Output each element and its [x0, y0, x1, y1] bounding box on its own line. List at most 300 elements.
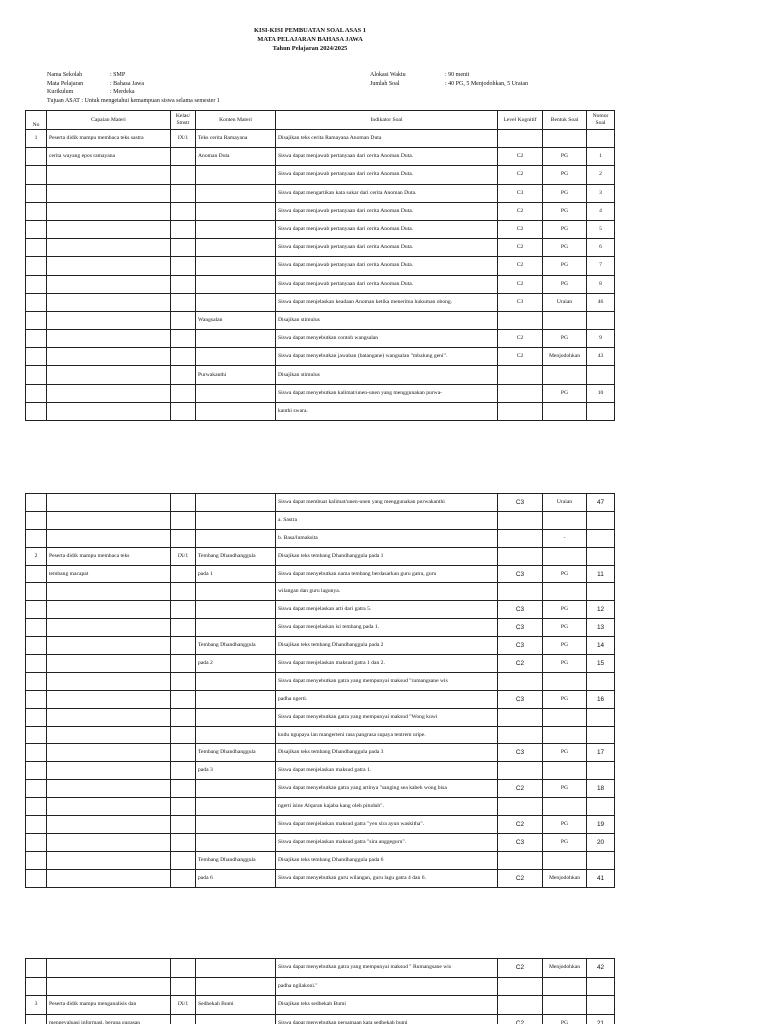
cell-level-kognitif: C2: [498, 780, 543, 798]
cell-capaian-materi: [47, 402, 171, 420]
table-row: [26, 726, 615, 744]
cell-level-kognitif: C3: [498, 637, 543, 655]
cell-no: [26, 348, 47, 366]
cell-nomor-soal: 7: [587, 257, 615, 275]
cell-konten-materi: [196, 257, 276, 275]
cell-no: [26, 384, 47, 402]
cell-konten-materi: [196, 672, 276, 690]
cell-konten-materi: [196, 166, 276, 184]
cell-capaian-materi: [47, 257, 171, 275]
cell-bentuk-soal: [543, 708, 587, 726]
cell-capaian-materi: [47, 780, 171, 798]
cell-konten-materi: [196, 583, 276, 601]
cell-kelas-smstr: [171, 220, 196, 238]
table-row: [26, 708, 615, 726]
cell-capaian-materi: [47, 275, 171, 293]
table-row: [26, 330, 615, 348]
cell-kelas-smstr: [171, 601, 196, 619]
cell-level-kognitif: C2: [498, 148, 543, 166]
cell-kelas-smstr: [171, 637, 196, 655]
cell-bentuk-soal: Menjodohkan: [543, 959, 587, 978]
cell-kelas-smstr: [171, 148, 196, 166]
cell-no: [26, 565, 47, 583]
cell-bentuk-soal: PG: [543, 637, 587, 655]
cell-indikator-soal: Siswa dapat menjawab pertanyaan dari cerita Anoman Duta.: [276, 257, 498, 275]
cell-bentuk-soal: [543, 726, 587, 744]
cell-no: [26, 708, 47, 726]
cell-capaian-materi: [47, 655, 171, 673]
cell-nomor-soal: 21: [587, 1014, 615, 1024]
cell-no: 2: [26, 547, 47, 565]
cell-level-kognitif: C2: [498, 257, 543, 275]
cell-level-kognitif: [498, 977, 543, 996]
table-row: [26, 547, 615, 565]
cell-capaian-materi: [47, 529, 171, 547]
cell-nomor-soal: 2: [587, 166, 615, 184]
cell-level-kognitif: C2: [498, 655, 543, 673]
meta-alokasi-label: Alokasi Waktu: [370, 72, 406, 78]
cell-indikator-soal: wilangan dan guru lagunya.: [276, 583, 498, 601]
cell-indikator-soal: Siswa dapat menjawab pertanyaan dari cerita Anoman Duta.: [276, 239, 498, 257]
header-bentuk-soal: Bentuk Soal: [543, 111, 587, 130]
cell-capaian-materi: [47, 744, 171, 762]
cell-no: [26, 672, 47, 690]
cell-level-kognitif: [498, 851, 543, 869]
meta-sekolah-label: Nama Sekolah: [47, 72, 83, 78]
cell-bentuk-soal: -: [543, 529, 587, 547]
table-row: [26, 851, 615, 869]
cell-capaian-materi: Peserta didik mampu membaca teks: [47, 547, 171, 565]
cell-no: [26, 511, 47, 529]
cell-bentuk-soal: Uraian: [543, 494, 587, 512]
cell-nomor-soal: [587, 977, 615, 996]
cell-kelas-smstr: [171, 977, 196, 996]
cell-kelas-smstr: [171, 780, 196, 798]
cell-kelas-smstr: [171, 402, 196, 420]
cell-capaian-materi: [47, 619, 171, 637]
meta-alokasi-value: : 90 menit: [445, 72, 470, 78]
cell-no: [26, 619, 47, 637]
cell-level-kognitif: C3: [498, 601, 543, 619]
cell-no: [26, 330, 47, 348]
cell-nomor-soal: 46: [587, 293, 615, 311]
table-row: [26, 529, 615, 547]
cell-level-kognitif: C2: [498, 869, 543, 887]
cell-konten-materi: Sedhekah Bumi: [196, 996, 276, 1015]
cell-nomor-soal: 13: [587, 619, 615, 637]
cell-konten-materi: [196, 959, 276, 978]
table-header-row: [26, 111, 615, 130]
cell-nomor-soal: 5: [587, 220, 615, 238]
cell-no: [26, 833, 47, 851]
cell-kelas-smstr: [171, 655, 196, 673]
cell-capaian-materi: cerita wayang epos ramayana: [47, 148, 171, 166]
table-row: [26, 293, 615, 311]
cell-bentuk-soal: PG: [543, 184, 587, 202]
cell-konten-materi: [196, 529, 276, 547]
cell-bentuk-soal: PG: [543, 816, 587, 834]
cell-bentuk-soal: Menjodohkan: [543, 348, 587, 366]
cell-no: [26, 402, 47, 420]
cell-capaian-materi: [47, 762, 171, 780]
cell-capaian-materi: [47, 330, 171, 348]
cell-level-kognitif: C2: [498, 202, 543, 220]
cell-kelas-smstr: [171, 690, 196, 708]
cell-bentuk-soal: PG: [543, 257, 587, 275]
cell-nomor-soal: 42: [587, 959, 615, 978]
cell-level-kognitif: [498, 708, 543, 726]
cell-bentuk-soal: [543, 583, 587, 601]
cell-level-kognitif: [498, 672, 543, 690]
table-row: [26, 257, 615, 275]
cell-level-kognitif: C3: [498, 565, 543, 583]
cell-nomor-soal: [587, 311, 615, 329]
header-level-kognitif: Level Kognitif: [498, 111, 543, 130]
table-row: [26, 511, 615, 529]
cell-konten-materi: pada 1: [196, 565, 276, 583]
cell-capaian-materi: [47, 384, 171, 402]
cell-kelas-smstr: [171, 798, 196, 816]
cell-nomor-soal: [587, 672, 615, 690]
cell-capaian-materi: [47, 494, 171, 512]
cell-konten-materi: [196, 601, 276, 619]
cell-indikator-soal: ngerti isine Alquran kajaba kang oleh pituduh".: [276, 798, 498, 816]
cell-kelas-smstr: [171, 511, 196, 529]
cell-no: [26, 637, 47, 655]
cell-kelas-smstr: [171, 494, 196, 512]
cell-capaian-materi: [47, 166, 171, 184]
kisi-table-page-2: [25, 493, 615, 888]
cell-kelas-smstr: [171, 869, 196, 887]
cell-indikator-soal: Siswa dapat menjelaskan maksud gatra "sira anggeguru".: [276, 833, 498, 851]
cell-konten-materi: [196, 275, 276, 293]
cell-no: [26, 311, 47, 329]
cell-indikator-soal: Disajikan teks sedhekah Bumi: [276, 996, 498, 1015]
cell-kelas-smstr: [171, 366, 196, 384]
cell-konten-materi: [196, 348, 276, 366]
cell-level-kognitif: [498, 366, 543, 384]
cell-bentuk-soal: PG: [543, 275, 587, 293]
cell-no: [26, 148, 47, 166]
cell-indikator-soal: Disajikan teks tembang Dhandhanggula pada 6: [276, 851, 498, 869]
cell-nomor-soal: [587, 798, 615, 816]
kisi-table-page-1: [25, 110, 615, 421]
cell-bentuk-soal: PG: [543, 166, 587, 184]
cell-capaian-materi: [47, 816, 171, 834]
cell-capaian-materi: [47, 833, 171, 851]
cell-level-kognitif: C2: [498, 348, 543, 366]
table-row: [26, 816, 615, 834]
table-row: [26, 311, 615, 329]
cell-nomor-soal: [587, 366, 615, 384]
cell-nomor-soal: 18: [587, 780, 615, 798]
table-row: [26, 762, 615, 780]
cell-konten-materi: Tembang Dhandhanggula: [196, 637, 276, 655]
cell-level-kognitif: C3: [498, 619, 543, 637]
cell-indikator-soal: Disajikan teks tembang Dhandhanggula pada 2: [276, 637, 498, 655]
cell-indikator-soal: Siswa dapat menyebutkan gatra yang mempunyai maksud "rumangsane wis: [276, 672, 498, 690]
cell-capaian-materi: [47, 977, 171, 996]
cell-level-kognitif: C3: [498, 690, 543, 708]
cell-nomor-soal: [587, 762, 615, 780]
cell-capaian-materi: Peserta didik mampu membaca teks sastra: [47, 130, 171, 148]
cell-konten-materi: [196, 402, 276, 420]
cell-level-kognitif: C3: [498, 744, 543, 762]
cell-level-kognitif: [498, 547, 543, 565]
cell-kelas-smstr: [171, 816, 196, 834]
table-row: [26, 202, 615, 220]
cell-level-kognitif: C2: [498, 166, 543, 184]
cell-bentuk-soal: [543, 511, 587, 529]
cell-capaian-materi: [47, 311, 171, 329]
cell-nomor-soal: [587, 726, 615, 744]
cell-nomor-soal: 3: [587, 184, 615, 202]
cell-level-kognitif: [498, 996, 543, 1015]
cell-no: [26, 202, 47, 220]
table-row: [26, 402, 615, 420]
cell-no: [26, 366, 47, 384]
cell-capaian-materi: mengevaluasi informasi, berupa gagasan: [47, 1014, 171, 1024]
cell-level-kognitif: C3: [498, 494, 543, 512]
cell-indikator-soal: Siswa dapat menyebutkan gatra yang mempunyai maksud " Rumangsane wis: [276, 959, 498, 978]
cell-bentuk-soal: PG: [543, 565, 587, 583]
cell-kelas-smstr: [171, 257, 196, 275]
cell-nomor-soal: [587, 583, 615, 601]
cell-bentuk-soal: PG: [543, 690, 587, 708]
cell-level-kognitif: [498, 798, 543, 816]
cell-no: [26, 780, 47, 798]
cell-konten-materi: [196, 239, 276, 257]
cell-nomor-soal: 11: [587, 565, 615, 583]
cell-bentuk-soal: PG: [543, 220, 587, 238]
cell-kelas-smstr: [171, 330, 196, 348]
cell-indikator-soal: a. Sastra: [276, 511, 498, 529]
cell-level-kognitif: C2: [498, 816, 543, 834]
cell-konten-materi: [196, 690, 276, 708]
cell-kelas-smstr: [171, 275, 196, 293]
table-row: [26, 744, 615, 762]
cell-indikator-soal: Siswa dapat menyebutkan guru wilangan, guru lagu gatra 4 dan 6.: [276, 869, 498, 887]
table-row: [26, 494, 615, 512]
cell-konten-materi: [196, 384, 276, 402]
cell-indikator-soal: Siswa dapat menyebutkan kalimat/unen-unen yang menggunakan purwa-: [276, 384, 498, 402]
cell-kelas-smstr: [171, 293, 196, 311]
cell-kelas-smstr: [171, 744, 196, 762]
cell-capaian-materi: [47, 690, 171, 708]
cell-indikator-soal: Siswa dapat menyebutkan gatra yang artinya "sanging sea kabeh wong bisa: [276, 780, 498, 798]
cell-bentuk-soal: PG: [543, 619, 587, 637]
cell-bentuk-soal: [543, 851, 587, 869]
meta-tujuan: Tujuan ASAT : Untuk mengetahui kemampuan siswa selama semester 1: [47, 98, 220, 104]
cell-konten-materi: Tembang Dhandhanggula: [196, 851, 276, 869]
cell-level-kognitif: [498, 402, 543, 420]
cell-indikator-soal: Siswa dapat menjawab pertanyaan dari cerita Anoman Duta.: [276, 202, 498, 220]
cell-capaian-materi: [47, 672, 171, 690]
cell-level-kognitif: [498, 384, 543, 402]
header-nomor-soal: Nomor Soal: [587, 111, 615, 130]
cell-konten-materi: [196, 293, 276, 311]
document-subtitle: MATA PELAJARAN BAHASA JAWA: [257, 36, 363, 43]
cell-kelas-smstr: [171, 959, 196, 978]
cell-konten-materi: [196, 833, 276, 851]
cell-bentuk-soal: PG: [543, 655, 587, 673]
table-row: [26, 833, 615, 851]
cell-no: [26, 655, 47, 673]
cell-capaian-materi: [47, 708, 171, 726]
cell-level-kognitif: [498, 762, 543, 780]
cell-nomor-soal: [587, 130, 615, 148]
header-capaian-materi: Capaian Materi: [47, 111, 171, 130]
header-no: No: [26, 111, 47, 130]
cell-level-kognitif: [498, 311, 543, 329]
cell-kelas-smstr: [171, 529, 196, 547]
cell-indikator-soal: padha ngilakoni.": [276, 977, 498, 996]
cell-nomor-soal: 9: [587, 330, 615, 348]
cell-indikator-soal: Siswa dapat menjelaskan maksud gatra "yen sira ayun waskitha".: [276, 816, 498, 834]
cell-level-kognitif: C3: [498, 293, 543, 311]
cell-capaian-materi: [47, 869, 171, 887]
cell-no: [26, 257, 47, 275]
document-title: KISI-KISI PEMBUATAN SOAL ASAS 1: [254, 27, 366, 34]
cell-bentuk-soal: PG: [543, 780, 587, 798]
cell-capaian-materi: [47, 601, 171, 619]
cell-kelas-smstr: [171, 384, 196, 402]
cell-indikator-soal: kanthi swara.: [276, 402, 498, 420]
cell-level-kognitif: C2: [498, 220, 543, 238]
cell-capaian-materi: [47, 511, 171, 529]
cell-level-kognitif: C2: [498, 275, 543, 293]
cell-no: [26, 869, 47, 887]
cell-level-kognitif: C2: [498, 330, 543, 348]
cell-level-kognitif: C2: [498, 239, 543, 257]
cell-kelas-smstr: [171, 202, 196, 220]
cell-kelas-smstr: [171, 672, 196, 690]
table-row: [26, 166, 615, 184]
meta-jumlah-value: : 40 PG, 5 Menjodohkan, 5 Uraian: [445, 80, 528, 87]
cell-no: [26, 601, 47, 619]
cell-kelas-smstr: [171, 726, 196, 744]
cell-nomor-soal: [587, 708, 615, 726]
table-row: [26, 959, 615, 978]
header-indikator-soal: Indikator Soal: [276, 111, 498, 130]
cell-indikator-soal: Siswa dapat menyebutkan jawaban (batangane) wangsalan "mbalung geni".: [276, 348, 498, 366]
cell-indikator-soal: Siswa dapat menyebutkan contoh wangsalan: [276, 330, 498, 348]
cell-capaian-materi: [47, 184, 171, 202]
cell-no: 1: [26, 130, 47, 148]
cell-level-kognitif: C2: [498, 1014, 543, 1024]
cell-no: [26, 744, 47, 762]
table-row: [26, 239, 615, 257]
cell-nomor-soal: 43: [587, 348, 615, 366]
cell-level-kognitif: C3: [498, 833, 543, 851]
cell-nomor-soal: 14: [587, 637, 615, 655]
cell-capaian-materi: tembang macapat: [47, 565, 171, 583]
cell-nomor-soal: 10: [587, 384, 615, 402]
cell-konten-materi: [196, 1014, 276, 1024]
cell-konten-materi: [196, 220, 276, 238]
cell-konten-materi: [196, 184, 276, 202]
cell-level-kognitif: C3: [498, 184, 543, 202]
cell-konten-materi: [196, 330, 276, 348]
cell-no: [26, 583, 47, 601]
meta-kurikulum-label: Kurikulum: [47, 89, 74, 95]
cell-bentuk-soal: [543, 547, 587, 565]
cell-no: [26, 166, 47, 184]
cell-nomor-soal: [587, 547, 615, 565]
cell-kelas-smstr: [171, 348, 196, 366]
table-row: [26, 655, 615, 673]
table-row: [26, 148, 615, 166]
cell-indikator-soal: Siswa dapat menjawab pertanyaan dari cerita Anoman Duta.: [276, 148, 498, 166]
cell-konten-materi: [196, 708, 276, 726]
cell-capaian-materi: [47, 798, 171, 816]
cell-konten-materi: [196, 494, 276, 512]
cell-capaian-materi: [47, 348, 171, 366]
cell-indikator-soal: Disajikan teks cerita Ramayana Anoman Duta: [276, 130, 498, 148]
cell-bentuk-soal: [543, 311, 587, 329]
cell-nomor-soal: 16: [587, 690, 615, 708]
cell-bentuk-soal: PG: [543, 601, 587, 619]
cell-bentuk-soal: [543, 402, 587, 420]
cell-bentuk-soal: [543, 798, 587, 816]
cell-indikator-soal: Siswa dapat membuat kalimat/unen-unen yang menggunakan purwakanthi: [276, 494, 498, 512]
cell-nomor-soal: [587, 529, 615, 547]
cell-nomor-soal: 12: [587, 601, 615, 619]
cell-nomor-soal: 1: [587, 148, 615, 166]
meta-jumlah-label: Jumlah Soal: [370, 80, 400, 87]
table-row: [26, 690, 615, 708]
cell-nomor-soal: 8: [587, 275, 615, 293]
cell-konten-materi: pada 2: [196, 655, 276, 673]
cell-no: 3: [26, 996, 47, 1015]
cell-capaian-materi: [47, 851, 171, 869]
cell-indikator-soal: Disajikan stimulus: [276, 311, 498, 329]
cell-no: [26, 851, 47, 869]
cell-bentuk-soal: Menjodohkan: [543, 869, 587, 887]
table-row: [26, 869, 615, 887]
cell-indikator-soal: Siswa dapat menyebutkan gatra yang mempunyai maksud "Wong kuwi: [276, 708, 498, 726]
cell-kelas-smstr: IX/1: [171, 547, 196, 565]
cell-nomor-soal: [587, 851, 615, 869]
cell-indikator-soal: Siswa dapat menjelaskan maksud gatra 1 dan 2.: [276, 655, 498, 673]
cell-no: [26, 690, 47, 708]
cell-level-kognitif: C2: [498, 959, 543, 978]
cell-no: [26, 494, 47, 512]
cell-konten-materi: pada 3: [196, 762, 276, 780]
cell-indikator-soal: Disajikan teks tembang Dhandhanggula pada 3: [276, 744, 498, 762]
table-row: [26, 565, 615, 583]
cell-nomor-soal: 6: [587, 239, 615, 257]
header-konten-materi: Konten Materi: [196, 111, 276, 130]
cell-capaian-materi: [47, 220, 171, 238]
cell-capaian-materi: [47, 293, 171, 311]
cell-no: [26, 798, 47, 816]
cell-nomor-soal: [587, 511, 615, 529]
cell-konten-materi: Tembang Dhandhanggula: [196, 547, 276, 565]
cell-no: [26, 959, 47, 978]
cell-no: [26, 726, 47, 744]
cell-kelas-smstr: [171, 619, 196, 637]
cell-konten-materi: Tembang Dhandhanggula: [196, 744, 276, 762]
cell-konten-materi: [196, 816, 276, 834]
cell-indikator-soal: b. Basa/lumaksita: [276, 529, 498, 547]
cell-nomor-soal: [587, 402, 615, 420]
cell-no: [26, 184, 47, 202]
meta-mapel-label: Mata Pelajaran: [47, 80, 84, 87]
cell-kelas-smstr: IX/1: [171, 996, 196, 1015]
cell-kelas-smstr: [171, 565, 196, 583]
cell-kelas-smstr: [171, 833, 196, 851]
